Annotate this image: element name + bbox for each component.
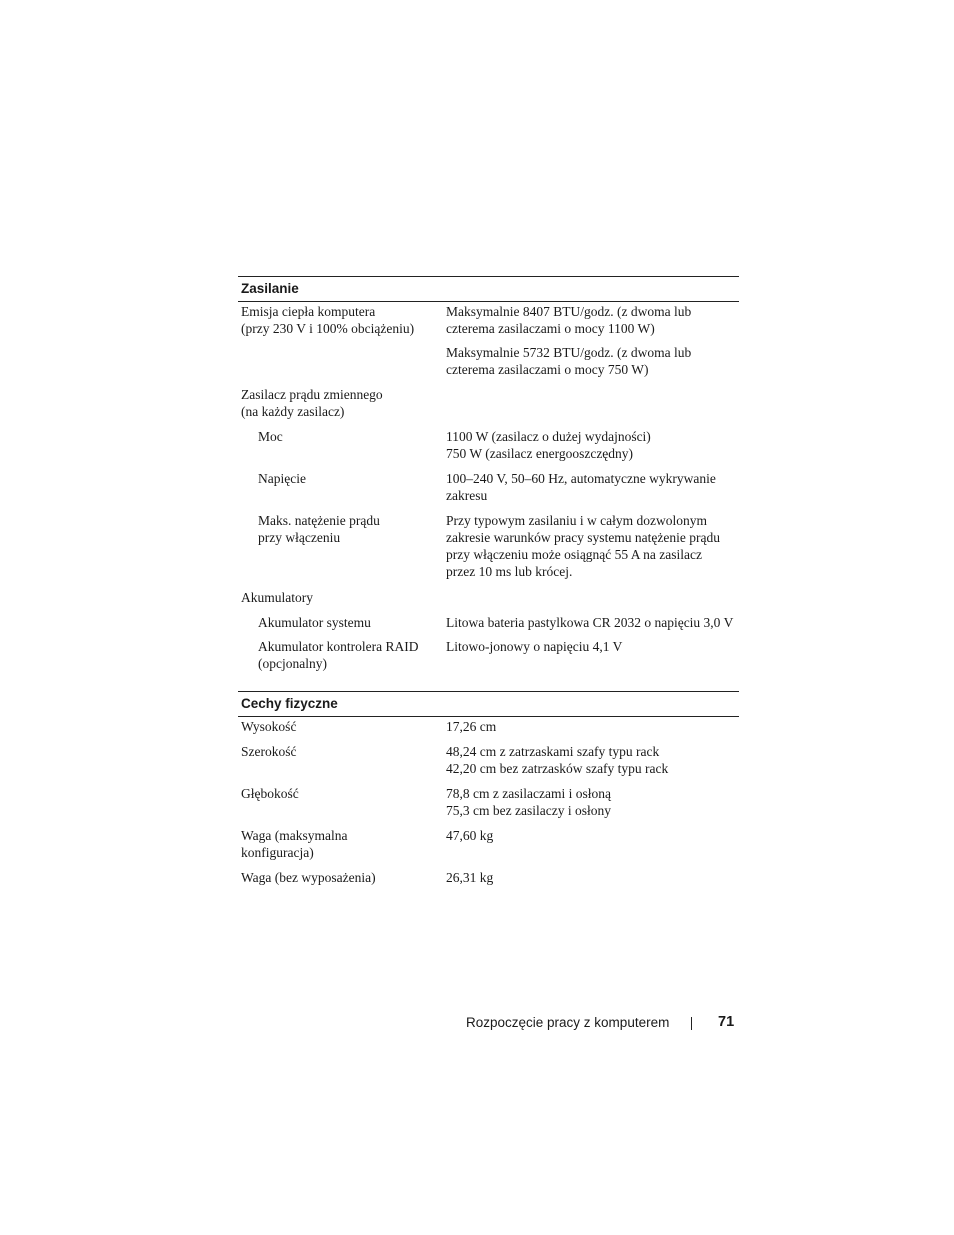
ac-label: Zasilacz prądu zmiennego (na każdy zasilacz) <box>241 387 383 419</box>
height-value: 17,26 cm <box>446 719 497 734</box>
page-footer <box>466 1014 735 1030</box>
height-label: Wysokość <box>241 719 297 734</box>
voltage-label: Napięcie <box>258 471 306 486</box>
weight-max-label: Waga (maksymalna konfiguracja) <box>241 828 348 860</box>
raid-battery-label: Akumulator kontrolera RAID (opcjonalny) <box>258 639 419 671</box>
weight-empty-label: Waga (bez wyposażenia) <box>241 870 376 885</box>
weight-max-value: 47,60 kg <box>446 828 494 843</box>
depth-value: 78,8 cm z zasilaczami i osłoną 75,3 cm bez zasilaczy i osłony <box>446 786 611 818</box>
footer-divider <box>691 1017 692 1030</box>
depth-label: Głębokość <box>241 786 299 801</box>
heat-label: Emisja ciepła komputera (przy 230 V i 100% obciążeniu) <box>241 304 415 336</box>
width-value: 48,24 cm z zatrzaskami szafy typu rack 42,20 cm bez zatrzasków szafy typu rack <box>446 744 669 776</box>
width-label: Szerokość <box>241 744 297 759</box>
sys-battery-label: Akumulator systemu <box>258 615 371 630</box>
physical-heading: Cechy fizyczne <box>238 691 739 717</box>
physical-section <box>238 691 739 717</box>
voltage-value: 100–240 V, 50–60 Hz, automatyczne wykrywanie zakresu <box>446 471 716 503</box>
wattage-value: 1100 W (zasilacz o dużej wydajności) 750 W (zasilacz energooszczędny) <box>446 429 651 461</box>
heat-value-2: Maksymalnie 5732 BTU/godz. (z dwoma lub czterema zasilaczami o mocy 750 W) <box>446 345 692 377</box>
power-heading: Zasilanie <box>238 276 739 302</box>
footer-title: Rozpoczęcie pracy z komputerem <box>466 1015 670 1030</box>
inrush-value: Przy typowym zasilaniu i w całym dozwolonym zakresie warunków pracy systemu natężenie prądu przy włączeniu może osiągnąć 55 A na zasilacz przez 10 ms lub krócej. <box>446 513 721 579</box>
heat-value-1: Maksymalnie 8407 BTU/godz. (z dwoma lub czterema zasilaczami o mocy 1100 W) <box>446 304 692 336</box>
wattage-label: Moc <box>258 429 283 444</box>
sys-battery-value: Litowa bateria pastylkowa CR 2032 o napięciu 3,0 V <box>446 615 734 630</box>
power-section <box>238 276 739 302</box>
raid-battery-value: Litowo-jonowy o napięciu 4,1 V <box>446 639 623 654</box>
inrush-label: Maks. natężenie prądu przy włączeniu <box>258 513 380 545</box>
page-number: 71 <box>718 1014 735 1030</box>
batteries-label: Akumulatory <box>241 590 313 605</box>
weight-empty-value: 26,31 kg <box>446 870 494 885</box>
